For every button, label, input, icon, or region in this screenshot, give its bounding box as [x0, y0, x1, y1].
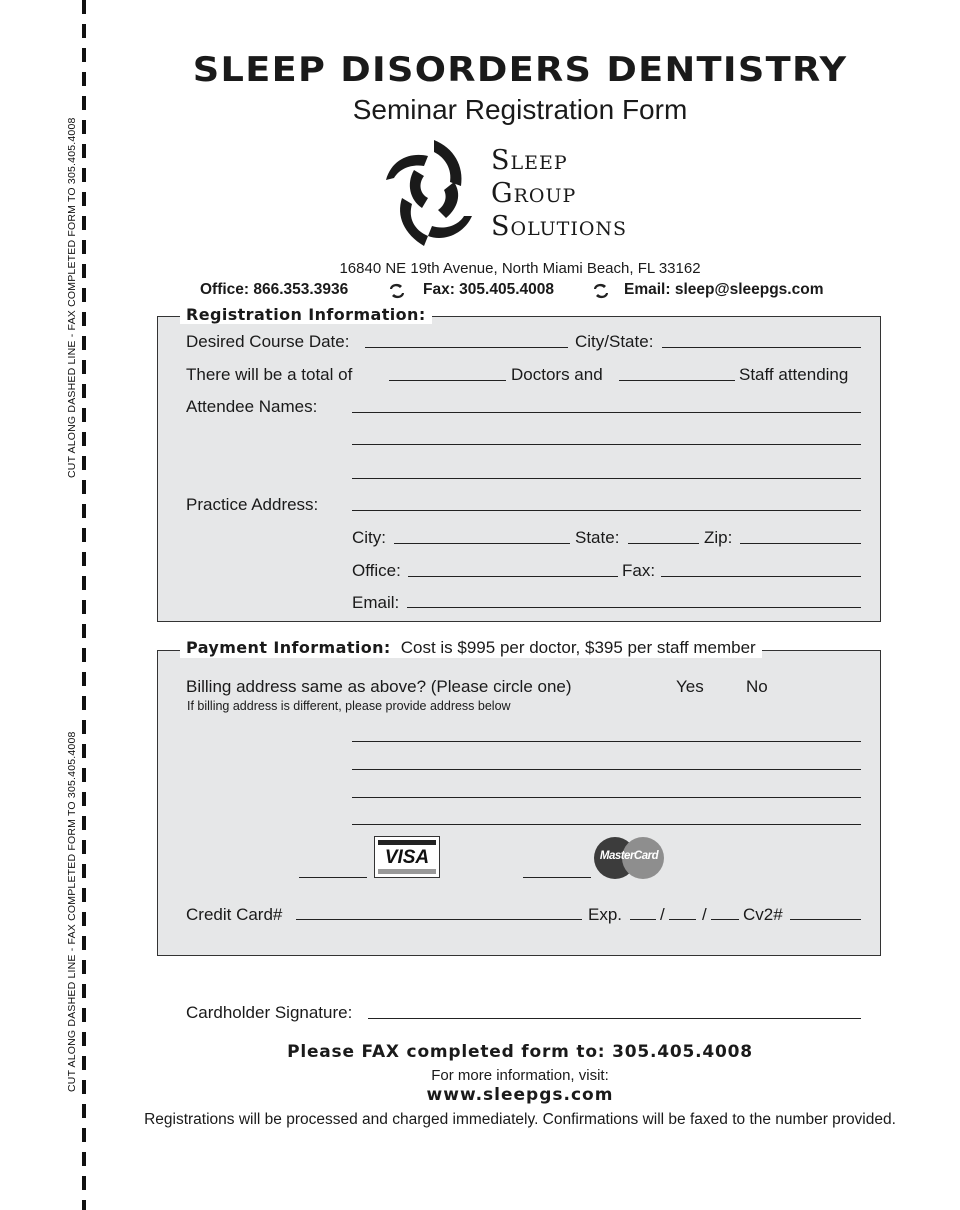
attendee-name-field-2[interactable] [352, 444, 861, 445]
credit-card-field[interactable] [296, 919, 582, 920]
payment-legend [180, 638, 762, 658]
logo-line: Sleep [491, 145, 568, 176]
registration-legend: Registration Information: [180, 305, 432, 324]
course-date-label: Desired Course Date: [186, 332, 350, 351]
attendee-name-field-1[interactable] [352, 412, 861, 413]
state-field[interactable] [628, 543, 699, 544]
exp-day-field[interactable] [669, 919, 696, 920]
cut-instruction-bottom: CUT ALONG DASHED LINE - FAX COMPLETED FORM TO 305.405.4008 [66, 731, 78, 1092]
email-label: Email: [352, 593, 400, 612]
logo-bullet-icon [590, 281, 612, 301]
billing-address-field-1[interactable] [352, 741, 861, 742]
cv2-field[interactable] [790, 919, 861, 920]
payment-legend-title: Payment Information: [186, 638, 391, 657]
logo-bullet-icon [386, 281, 408, 301]
billing-note: If billing address is different, please provide address below [187, 699, 511, 713]
total-of-label: There will be a total of [186, 365, 353, 384]
staff-attending-label: Staff attending [739, 365, 849, 384]
email-address: Email: sleep@sleepgs.com [624, 281, 824, 298]
attendee-names-label: Attendee Names: [186, 397, 318, 416]
page-subtitle: Seminar Registration Form [352, 94, 688, 125]
processing-notice: Registrations will be processed and charged immediately. Confirmations will be faxed to the number provided. [144, 1111, 896, 1128]
course-date-field[interactable] [365, 347, 568, 348]
billing-address-field-4[interactable] [352, 824, 861, 825]
city-state-label: City/State: [575, 332, 654, 351]
more-info-text: For more information, visit: [431, 1067, 609, 1084]
office-label: Office: [352, 561, 401, 580]
billing-address-field-2[interactable] [352, 769, 861, 770]
visa-checkbox-line[interactable] [299, 877, 367, 878]
visa-top-bar [378, 840, 436, 845]
staff-count-field[interactable] [619, 380, 735, 381]
city-state-field[interactable] [662, 347, 861, 348]
exp-year-field[interactable] [711, 919, 739, 920]
fax-instruction: Please FAX completed form to: 305.405.4008 [287, 1042, 753, 1062]
billing-question: Billing address same as above? (Please circle one) [186, 677, 572, 696]
cut-dashed-line [82, 0, 86, 1210]
zip-label: Zip: [704, 528, 733, 547]
company-address: 16840 NE 19th Avenue, North Miami Beach, FL 33162 [339, 260, 701, 277]
signature-label: Cardholder Signature: [186, 1003, 353, 1022]
office-phone: Office: 866.353.3936 [200, 281, 349, 298]
page-title: SLEEP DISORDERS DENTISTRY [192, 50, 848, 90]
website-link[interactable]: www.sleepgs.com [426, 1085, 614, 1105]
credit-card-label: Credit Card# [186, 905, 283, 924]
visa-text: VISA [384, 847, 430, 868]
billing-address-field-3[interactable] [352, 797, 861, 798]
logo-line: Solutions [491, 211, 628, 242]
visa-bottom-bar [378, 869, 436, 874]
exp-slash: / [660, 905, 665, 924]
zip-field[interactable] [740, 543, 861, 544]
email-field[interactable] [407, 607, 861, 608]
cost-text: Cost is $995 per doctor, $395 per staff member [400, 638, 756, 657]
office-field[interactable] [408, 576, 618, 577]
logo-line: Group [491, 178, 577, 209]
fax-number: Fax: 305.405.4008 [423, 281, 554, 298]
visa-logo [374, 836, 440, 878]
billing-yes-option[interactable]: Yes [676, 677, 704, 696]
attendee-name-field-3[interactable] [352, 478, 861, 479]
practice-address-label: Practice Address: [186, 495, 319, 514]
fax-field[interactable] [661, 576, 861, 577]
city-label: City: [352, 528, 386, 547]
cv2-label: Cv2# [743, 905, 783, 924]
exp-month-field[interactable] [630, 919, 656, 920]
sleep-group-logo-icon [384, 138, 476, 248]
doctors-count-field[interactable] [389, 380, 506, 381]
state-label: State: [575, 528, 620, 547]
logo-wordmark [491, 144, 627, 243]
exp-label: Exp. [588, 905, 623, 924]
billing-no-option[interactable]: No [746, 677, 768, 696]
exp-slash: / [702, 905, 707, 924]
practice-address-field[interactable] [352, 510, 861, 511]
city-field[interactable] [394, 543, 570, 544]
signature-field[interactable] [368, 1018, 861, 1019]
fax-label: Fax: [622, 561, 656, 580]
mastercard-text: MasterCard [599, 850, 659, 862]
doctors-and-label: Doctors and [511, 365, 603, 384]
cut-instruction-top: CUT ALONG DASHED LINE - FAX COMPLETED FORM TO 305.405.4008 [66, 117, 78, 478]
mastercard-checkbox-line[interactable] [523, 877, 591, 878]
